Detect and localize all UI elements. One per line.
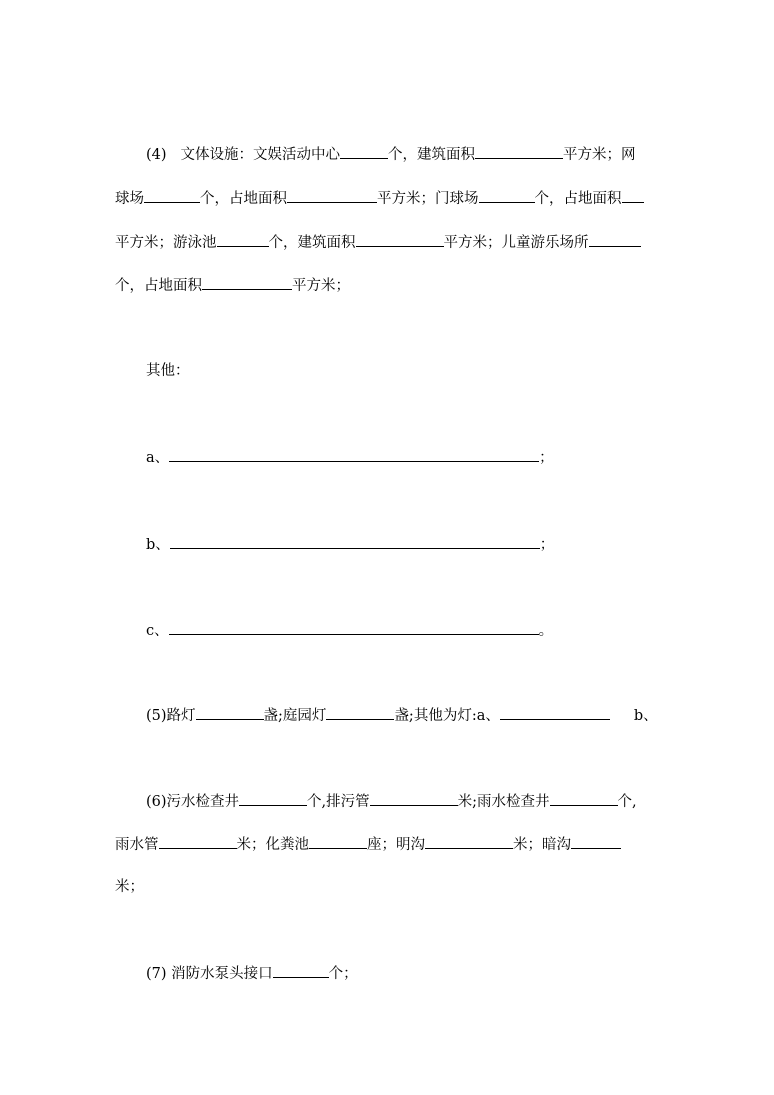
sewage-pipe-length-field[interactable] [370,791,458,806]
section4-line4: 个，占地面积 平方米； [115,275,350,295]
rain-pipe-length-field[interactable] [159,834,237,849]
sewage-manhole-count-field[interactable] [239,791,307,806]
section6-line2: 雨水管 米；化粪池 座；明沟 米；暗沟 [115,834,621,854]
garden-lamp-count-field[interactable] [326,705,394,720]
section4-line2: 球场 个，占地面积 平方米；门球场 个，占地面积 [115,188,644,208]
septic-tank-count-field[interactable] [309,834,367,849]
street-lamp-count-field[interactable] [196,705,264,720]
section4-number: (4) [146,147,167,163]
covered-ditch-length-field[interactable] [571,834,621,849]
gate-ball-court-area-field[interactable] [622,188,644,203]
playground-count-field[interactable] [589,232,641,247]
other-item-c: c、 。 [146,620,553,640]
recreation-center-area-field[interactable] [475,144,563,159]
section6-line1: (6)污水检查井 个,排污管 米;雨水检查井 个, [146,791,637,811]
other-item-b: b、 ； [146,534,554,554]
other-a-field[interactable] [169,447,539,462]
fire-pump-connector-count-field[interactable] [273,963,329,978]
section7-line: (7) 消防水泵头接口 个； [146,963,358,983]
other-item-a: a、 ； [146,447,554,467]
swimming-pool-area-field[interactable] [356,232,444,247]
section4-line3: 平方米；游泳池 个，建筑面积 平方米；儿童游乐场所 [115,232,641,252]
rain-manhole-count-field[interactable] [550,791,618,806]
other-c-field[interactable] [169,620,539,635]
other-b-field[interactable] [170,534,540,549]
gate-ball-court-count-field[interactable] [479,188,535,203]
section6-line3: 米； [115,879,144,895]
recreation-center-count-field[interactable] [340,144,388,159]
other-heading: 其他： [146,363,190,379]
swimming-pool-count-field[interactable] [217,232,269,247]
tennis-court-area-field[interactable] [287,188,377,203]
open-ditch-length-field[interactable] [425,834,513,849]
section4-line1: (4) 文体设施：文娱活动中心 个，建筑面积 平方米；网 [146,144,636,164]
tennis-court-count-field[interactable] [144,188,200,203]
playground-area-field[interactable] [202,275,292,290]
other-lamp-a-field[interactable] [500,705,610,720]
section5-line: (5)路灯 盏;庭园灯 盏;其他为灯:a、 b、 [146,705,658,725]
